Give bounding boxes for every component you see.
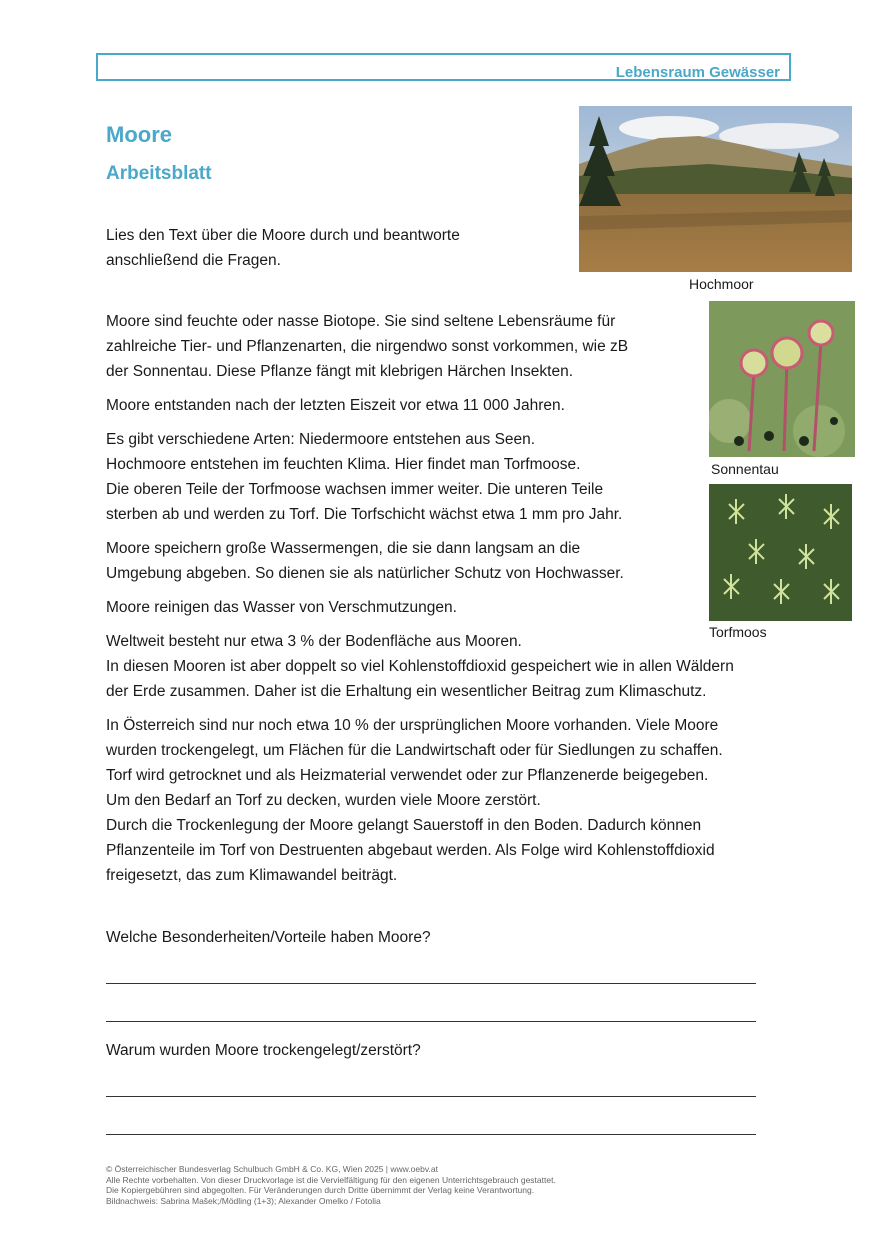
sonnentau-caption: Sonnentau <box>711 461 779 477</box>
answer-line[interactable] <box>106 983 756 984</box>
text-line: Um den Bedarf an Torf zu decken, wurden viele Moore zerstört. <box>106 792 541 809</box>
paragraph <box>106 427 786 527</box>
body-text <box>106 309 786 897</box>
text-line: sterben ab und werden zu Torf. Die Torfschicht wächst etwa 1 mm pro Jahr. <box>106 506 623 523</box>
question-2: Warum wurden Moore trockengelegt/zerstört? <box>106 1042 421 1059</box>
text-line: Pflanzenteile im Torf von Destruenten abgebaut werden. Als Folge wird Kohlenstoffdioxid <box>106 842 715 859</box>
text-line: Hochmoore entstehen im feuchten Klima. Hier findet man Torfmoose. <box>106 456 581 473</box>
intro-line: anschließend die Fragen. <box>106 252 281 269</box>
paragraph <box>106 629 786 704</box>
text-line: freigesetzt, das zum Klimawandel beiträgt. <box>106 867 398 884</box>
text-line: In Österreich sind nur noch etwa 10 % der ursprünglichen Moore vorhanden. Viele Moore <box>106 717 719 734</box>
text-line: der Erde zusammen. Daher ist die Erhaltung ein wesentlicher Beitrag zum Klimaschutz. <box>106 683 707 700</box>
paragraph <box>106 595 786 620</box>
torfmoos-caption: Torfmoos <box>709 624 767 640</box>
intro-line: Lies den Text über die Moore durch und beantworte <box>106 227 460 244</box>
text-line: Torf wird getrocknet und als Heizmaterial verwendet oder zur Pflanzenerde beigegeben. <box>106 767 709 784</box>
footer <box>106 1164 556 1206</box>
paragraph <box>106 536 786 586</box>
text-line: Moore sind feuchte oder nasse Biotope. Sie sind seltene Lebensräume für <box>106 313 616 330</box>
text-line: wurden trockengelegt, um Flächen für die Landwirtschaft oder für Siedlungen zu schaffen. <box>106 742 723 759</box>
text-line: In diesen Mooren ist aber doppelt so viel Kohlenstoffdioxid gespeichert wie in allen Wäldern <box>106 658 734 675</box>
text-line: Moore reinigen das Wasser von Verschmutzungen. <box>106 599 457 616</box>
text-line: Weltweit besteht nur etwa 3 % der Bodenfläche aus Mooren. <box>106 633 522 650</box>
footer-line: Alle Rechte vorbehalten. Von dieser Druckvorlage ist die Vervielfältigung für den eigenen Unterrichtsgebrauch gestattet. <box>106 1174 556 1185</box>
answer-line[interactable] <box>106 1096 756 1097</box>
answer-line[interactable] <box>106 1134 756 1135</box>
question-1: Welche Besonderheiten/Vorteile haben Moore? <box>106 929 431 946</box>
hochmoor-caption: Hochmoor <box>689 276 754 292</box>
text-line: zahlreiche Tier- und Pflanzenarten, die nirgendwo sonst vorkommen, wie zB <box>106 338 629 355</box>
answer-line[interactable] <box>106 1021 756 1022</box>
page-subtitle: Arbeitsblatt <box>106 163 212 184</box>
page-title: Moore <box>106 122 172 147</box>
paragraph <box>106 713 786 888</box>
footer-line: Die Kopiergebühren sind abgegolten. Für Veränderungen durch Dritte übernimmt der Verlag keine Verantwortung. <box>106 1185 535 1195</box>
text-line: der Sonnentau. Diese Pflanze fängt mit klebrigen Härchen Insekten. <box>106 363 573 380</box>
text-line: Die oberen Teile der Torfmoose wachsen immer weiter. Die unteren Teile <box>106 481 604 498</box>
header-box <box>96 53 791 81</box>
text-line: Durch die Trockenlegung der Moore gelangt Sauerstoff in den Boden. Dadurch können <box>106 817 702 834</box>
text-line: Moore speichern große Wassermengen, die sie dann langsam an die <box>106 540 581 557</box>
paragraph <box>106 309 786 384</box>
text-line: Es gibt verschiedene Arten: Niedermoore entstehen aus Seen. <box>106 431 536 448</box>
footer-line: Bildnachweis: Sabrina Mašek;/Mödling (1+3); Alexander Omelko / Fotolia <box>106 1195 381 1206</box>
paragraph <box>106 393 786 418</box>
hochmoor-photo <box>579 106 852 272</box>
text-line: Umgebung abgeben. So dienen sie als natürlicher Schutz von Hochwasser. <box>106 565 624 582</box>
text-line: Moore entstanden nach der letzten Eiszeit vor etwa 11 000 Jahren. <box>106 397 565 414</box>
section-title: Lebensraum Gewässer <box>615 64 780 81</box>
intro-text <box>106 223 526 273</box>
footer-line: © Österreichischer Bundesverlag Schulbuch GmbH & Co. KG, Wien 2025 | www.oebv.at <box>106 1164 438 1174</box>
